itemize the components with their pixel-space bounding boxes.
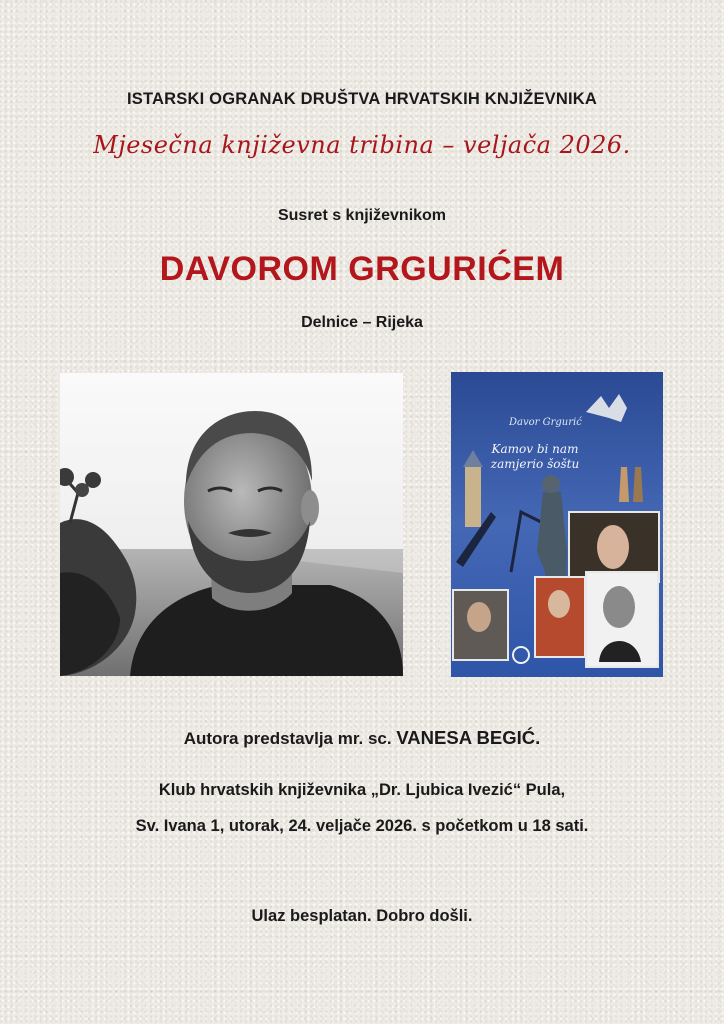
presenter-prefix: Autora predstavlja mr. sc.: [183, 729, 392, 748]
book-title: [465, 442, 605, 472]
closing-line: Ulaz besplatan. Dobro došli.: [251, 907, 473, 925]
guest-intro: Susret s književnikom: [277, 207, 447, 224]
presenter-name: VANESA BEGIĆ.: [396, 727, 541, 748]
venue-line: Klub hrvatskih književnika „Dr. Ljubica Ivezić“ Pula,: [158, 781, 566, 799]
book-author: Davor Grgurić: [509, 417, 582, 428]
book-title-line1: Kamov bi nam: [491, 442, 579, 456]
author-photo: [60, 373, 403, 676]
book-cover: [451, 372, 663, 677]
organization-heading: ISTARSKI OGRANAK DRUŠTVA HRVATSKIH KNJIŽEVNIKA: [127, 90, 597, 108]
presenter-line: [0, 727, 724, 749]
book-title-line2: zamjerio šoštu: [490, 457, 580, 471]
guest-name: DAVOROM GRGURIĆEM: [159, 250, 565, 288]
guest-place: Delnice – Rijeka: [301, 314, 423, 331]
event-title: Mjesečna književna tribina – veljača 2026.: [93, 131, 631, 159]
address-time-line: Sv. Ivana 1, utorak, 24. veljače 2026. s početkom u 18 sati.: [135, 817, 589, 835]
